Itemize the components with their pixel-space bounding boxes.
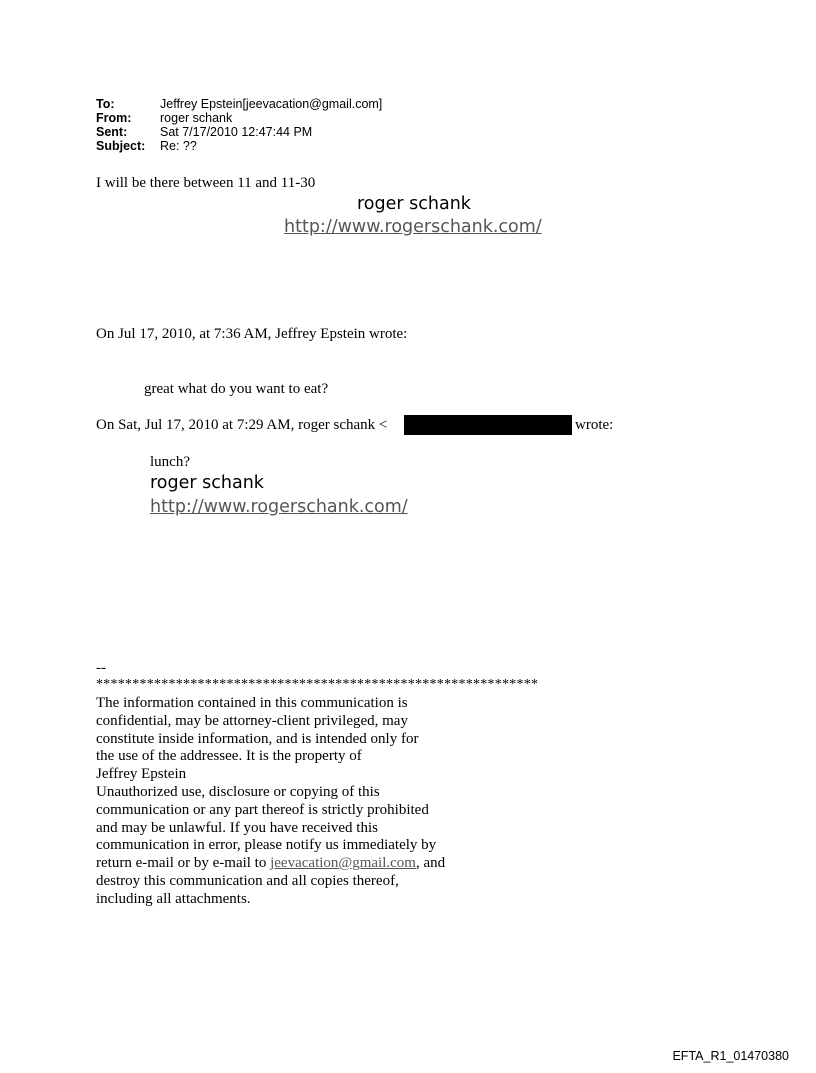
quote2-signature-link[interactable]: http://www.rogerschank.com/ — [150, 497, 408, 517]
disclaimer-line: communication in error, please notify us immediately by — [96, 837, 437, 854]
quote2-header-end: wrote: — [575, 417, 614, 433]
from-value: roger schank — [160, 111, 233, 125]
disclaimer-text: return e-mail or by e-mail to — [96, 855, 271, 872]
disclaimer-text: , and — [415, 855, 446, 872]
quote1-header: On Jul 17, 2010, at 7:36 AM, Jeffrey Epstein wrote: — [96, 326, 408, 342]
redaction-box — [404, 415, 572, 435]
to-row — [96, 97, 382, 111]
disclaimer-line: Jeffrey Epstein — [96, 766, 187, 783]
disclaimer-line: constitute inside information, and is intended only for — [96, 730, 419, 747]
disclaimer-line: destroy this communication and all copies thereof, — [96, 872, 399, 889]
to-label: To: — [96, 97, 115, 111]
reply-text: I will be there between 11 and 11-30 — [96, 175, 316, 191]
asterisk-divider: ************************************************************* — [96, 677, 539, 692]
quote2-text: lunch? — [150, 454, 190, 470]
email-header — [96, 97, 382, 153]
quote2-header-start: On Sat, Jul 17, 2010 at 7:29 AM, roger schank < — [96, 417, 388, 433]
quote1-text: great what do you want to eat? — [144, 381, 329, 397]
email-link[interactable]: jeevacation@gmail.com — [270, 855, 416, 872]
from-label: From: — [96, 111, 132, 125]
subject-label: Subject: — [96, 139, 146, 153]
signature-name: roger schank — [357, 194, 471, 214]
disclaimer-line: The information contained in this communication is — [96, 695, 408, 711]
to-value: Jeffrey Epstein[jeevacation@gmail.com] — [160, 97, 383, 111]
disclaimer-line-email — [96, 855, 516, 873]
subject-row — [96, 139, 382, 153]
sent-value: Sat 7/17/2010 12:47:44 PM — [160, 125, 313, 139]
separator-dashes: -- — [96, 660, 106, 676]
disclaimer-line: including all attachments. — [96, 890, 251, 907]
sent-label: Sent: — [96, 125, 128, 139]
from-row — [96, 111, 382, 125]
disclaimer-line: communication or any part thereof is strictly prohibited — [96, 801, 429, 818]
confidentiality-notice — [96, 695, 516, 909]
quote2-signature-name: roger schank — [150, 473, 264, 493]
document-id: EFTA_R1_01470380 — [672, 1049, 789, 1063]
disclaimer-line: confidential, may be attorney-client privileged, may — [96, 712, 408, 729]
disclaimer-line: and may be unlawful. If you have received this — [96, 819, 378, 836]
signature-link[interactable]: http://www.rogerschank.com/ — [284, 217, 542, 237]
subject-value: Re: ?? — [160, 139, 197, 153]
sent-row — [96, 125, 382, 139]
disclaimer-line: the use of the addressee. It is the property of — [96, 748, 362, 765]
disclaimer-line: Unauthorized use, disclosure or copying of this — [96, 783, 380, 800]
